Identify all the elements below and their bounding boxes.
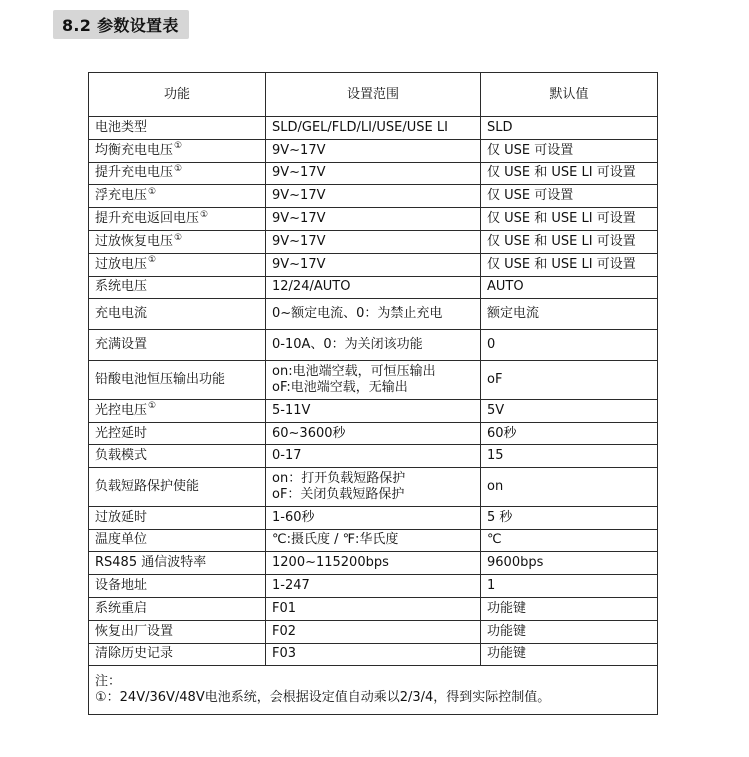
range-value: 0-17	[272, 448, 302, 464]
function-cell	[89, 139, 266, 162]
range-value: oF：关闭负载短路保护	[272, 487, 405, 503]
range-value: 9V~17V	[272, 188, 326, 204]
range-cell	[266, 597, 481, 620]
table-row	[89, 468, 658, 507]
function-label: RS485 通信波特率	[95, 555, 207, 571]
table-row	[89, 643, 658, 666]
range-value: on:电池端空载，可恒压输出	[272, 364, 436, 380]
default-cell: 功能键	[481, 620, 658, 643]
table-row	[89, 575, 658, 598]
range-cell	[266, 253, 481, 276]
function-label: 过放电压	[95, 256, 148, 272]
function-cell	[89, 276, 266, 299]
function-label: 负载模式	[95, 448, 148, 464]
function-label: 系统重启	[95, 600, 148, 616]
range-value: 12/24/AUTO	[272, 279, 351, 295]
range-cell	[266, 117, 481, 140]
table-row	[89, 422, 658, 445]
default-cell: 仅 USE 可设置	[481, 139, 658, 162]
function-label: 提升充电电压	[95, 165, 174, 181]
footnote-marker: ①	[148, 255, 157, 266]
range-cell	[266, 422, 481, 445]
column-header-function: 功能	[89, 73, 266, 117]
range-cell	[266, 506, 481, 529]
notes-title: 注：	[95, 674, 122, 690]
default-cell: oF	[481, 361, 658, 400]
range-value: SLD/GEL/FLD/LI/USE/USE LI	[272, 119, 448, 135]
default-cell: 5V	[481, 399, 658, 422]
range-cell	[266, 643, 481, 666]
default-cell: 0	[481, 330, 658, 361]
range-cell	[266, 139, 481, 162]
function-cell	[89, 208, 266, 231]
default-cell: ℃	[481, 529, 658, 552]
function-cell	[89, 230, 266, 253]
table-row	[89, 139, 658, 162]
function-cell	[89, 299, 266, 330]
function-label: 设备地址	[95, 578, 148, 594]
function-cell	[89, 162, 266, 185]
range-value: 1-247	[272, 578, 310, 594]
range-value: 5-11V	[272, 402, 311, 418]
default-cell: 15	[481, 445, 658, 468]
function-cell	[89, 643, 266, 666]
default-cell: 60秒	[481, 422, 658, 445]
range-cell	[266, 162, 481, 185]
range-value: F01	[272, 600, 297, 616]
function-label: 过放恢复电压	[95, 233, 174, 249]
table-row	[89, 253, 658, 276]
table-row	[89, 276, 658, 299]
function-label: 铅酸电池恒压输出功能	[95, 372, 226, 388]
table-row	[89, 208, 658, 231]
table-row	[89, 361, 658, 400]
table-row	[89, 620, 658, 643]
range-value: oF:电池端空载，无输出	[272, 380, 408, 396]
function-label: 温度单位	[95, 532, 148, 548]
range-value: 1-60秒	[272, 509, 315, 525]
range-cell	[266, 330, 481, 361]
function-cell	[89, 117, 266, 140]
function-cell	[89, 253, 266, 276]
default-cell: on	[481, 468, 658, 507]
range-value: on：打开负载短路保护	[272, 471, 406, 487]
range-cell	[266, 529, 481, 552]
function-label: 过放延时	[95, 509, 148, 525]
function-cell	[89, 422, 266, 445]
range-cell	[266, 276, 481, 299]
default-cell: 1	[481, 575, 658, 598]
default-cell: 仅 USE 可设置	[481, 185, 658, 208]
table-row	[89, 506, 658, 529]
default-cell: AUTO	[481, 276, 658, 299]
range-value: F02	[272, 623, 297, 639]
range-cell	[266, 575, 481, 598]
function-cell	[89, 445, 266, 468]
range-cell	[266, 230, 481, 253]
range-cell	[266, 399, 481, 422]
default-cell: 功能键	[481, 597, 658, 620]
default-cell: 额定电流	[481, 299, 658, 330]
table-header-row	[89, 73, 658, 117]
table-row	[89, 230, 658, 253]
footnote-marker: ①	[174, 164, 183, 175]
default-cell: 仅 USE 和 USE LI 可设置	[481, 230, 658, 253]
notes-row	[89, 666, 658, 715]
range-value: 9V~17V	[272, 211, 326, 227]
function-label: 光控延时	[95, 425, 148, 441]
function-label: 电池类型	[95, 119, 148, 135]
default-cell: 9600bps	[481, 552, 658, 575]
default-cell: 仅 USE 和 USE LI 可设置	[481, 253, 658, 276]
range-value: F03	[272, 646, 297, 662]
range-cell	[266, 208, 481, 231]
range-value: 0-10A、0：为关闭该功能	[272, 337, 423, 353]
range-cell	[266, 468, 481, 507]
table-row	[89, 399, 658, 422]
function-label: 负载短路保护使能	[95, 479, 200, 495]
range-cell	[266, 361, 481, 400]
notes-cell	[89, 666, 658, 715]
function-label: 均衡充电电压	[95, 142, 174, 158]
function-label: 提升充电返回电压	[95, 211, 200, 227]
table-row	[89, 162, 658, 185]
function-label: 系统电压	[95, 279, 148, 295]
function-label: 光控电压	[95, 402, 148, 418]
table-row	[89, 597, 658, 620]
range-value: 0~额定电流、0：为禁止充电	[272, 306, 443, 322]
table-row	[89, 185, 658, 208]
section-heading: 8.2 参数设置表	[53, 10, 189, 39]
notes-line: ①：24V/36V/48V电池系统，会根据设定值自动乘以2/3/4，得到实际控制值。	[95, 690, 551, 706]
function-cell	[89, 330, 266, 361]
function-cell	[89, 468, 266, 507]
table-row	[89, 552, 658, 575]
function-cell	[89, 552, 266, 575]
function-cell	[89, 185, 266, 208]
function-label: 清除历史记录	[95, 646, 174, 662]
function-label: 充电电流	[95, 306, 148, 322]
function-cell	[89, 506, 266, 529]
default-cell: SLD	[481, 117, 658, 140]
range-value: 9V~17V	[272, 233, 326, 249]
function-cell	[89, 575, 266, 598]
default-cell: 仅 USE 和 USE LI 可设置	[481, 208, 658, 231]
range-value: 1200~115200bps	[272, 555, 389, 571]
default-cell: 5 秒	[481, 506, 658, 529]
column-header-range: 设置范围	[266, 73, 481, 117]
table-row	[89, 330, 658, 361]
column-header-default: 默认值	[481, 73, 658, 117]
range-cell	[266, 445, 481, 468]
range-value: 9V~17V	[272, 256, 326, 272]
footnote-marker: ①	[174, 141, 183, 152]
range-value: 9V~17V	[272, 165, 326, 181]
default-cell: 功能键	[481, 643, 658, 666]
function-label: 浮充电压	[95, 188, 148, 204]
table-row	[89, 445, 658, 468]
parameter-table	[88, 72, 658, 715]
default-cell: 仅 USE 和 USE LI 可设置	[481, 162, 658, 185]
footnote-marker: ①	[148, 401, 157, 412]
function-cell	[89, 620, 266, 643]
footnote-marker: ①	[174, 232, 183, 243]
range-cell	[266, 299, 481, 330]
footnote-marker: ①	[148, 186, 157, 197]
function-cell	[89, 529, 266, 552]
table-row	[89, 299, 658, 330]
table-row	[89, 529, 658, 552]
range-value: 9V~17V	[272, 142, 326, 158]
range-value: 60~3600秒	[272, 425, 346, 441]
range-value: ℃:摄氏度 / ℉:华氏度	[272, 532, 399, 548]
function-label: 充满设置	[95, 337, 148, 353]
range-cell	[266, 185, 481, 208]
footnote-marker: ①	[200, 209, 209, 220]
function-cell	[89, 597, 266, 620]
table-row	[89, 117, 658, 140]
range-cell	[266, 552, 481, 575]
function-label: 恢复出厂设置	[95, 623, 174, 639]
range-cell	[266, 620, 481, 643]
function-cell	[89, 361, 266, 400]
function-cell	[89, 399, 266, 422]
